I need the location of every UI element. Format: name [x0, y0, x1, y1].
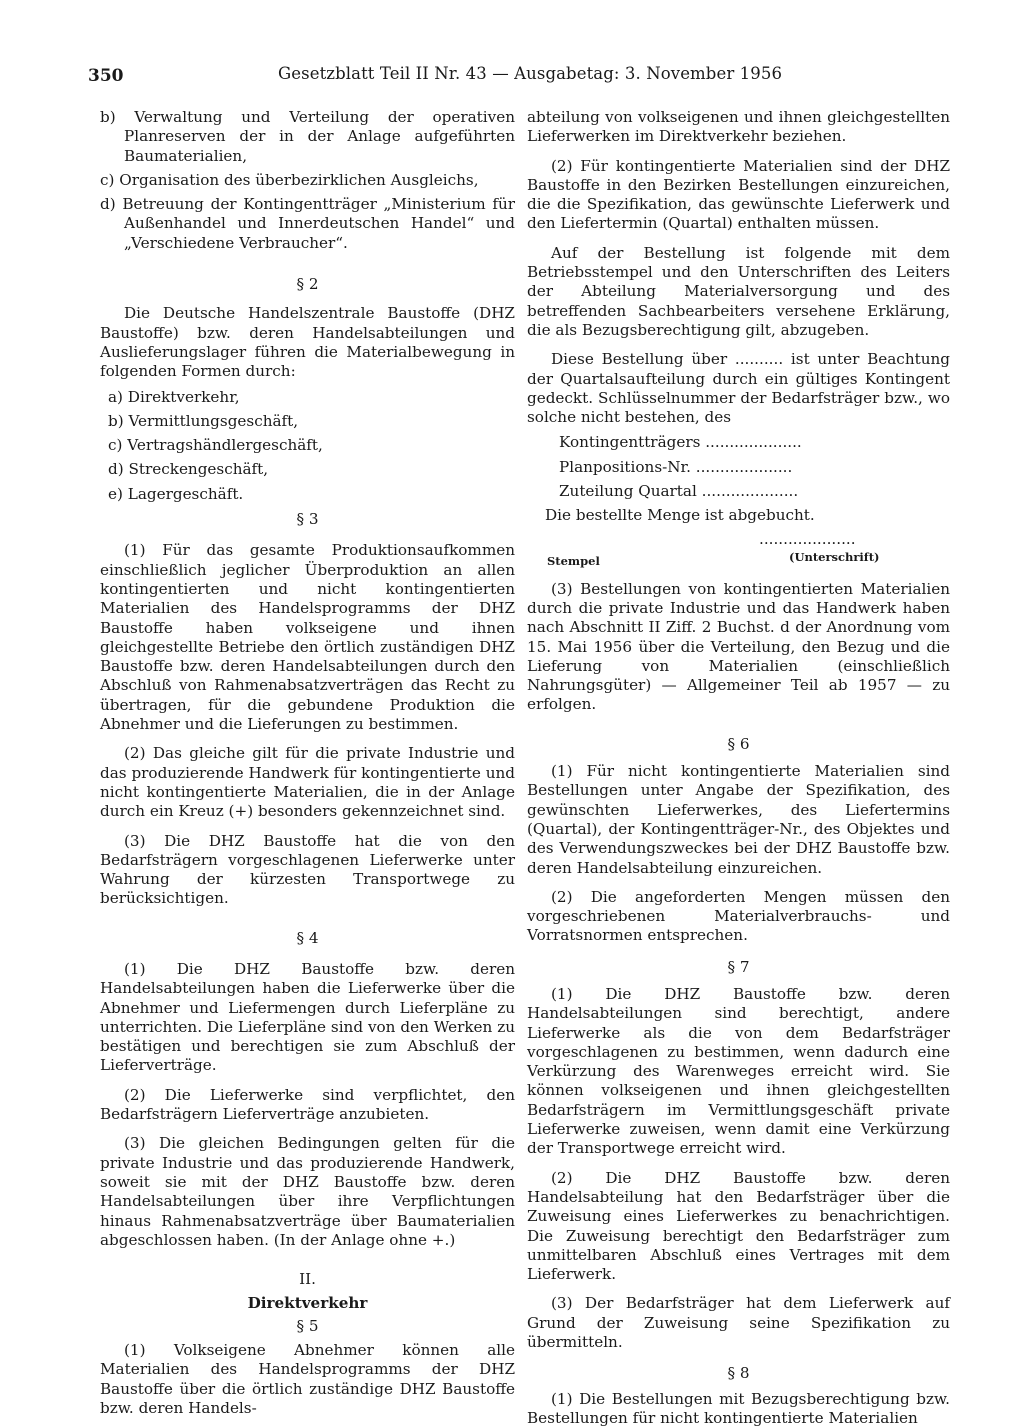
paragraph: (3) Bestellungen von kontingentierten Materialien durch die private Industrie und das Handwerk haben nach Abschnitt II Ziff. 2 Buchst. d der Anordnung vom 15. Mai 1956 über die Verteilung, den Bezug und die Lieferung von Materialien (einschließlich Nahrungsgüter) — Allgemeiner Teil ab 1957 — zu erfolgen. [527, 579, 950, 714]
list-item: a) Direktverkehr, [108, 387, 240, 406]
section-heading: § 2 [296, 275, 319, 294]
section-heading: § 3 [296, 510, 319, 529]
paragraph: (1) Die DHZ Baustoffe bzw. deren Handelsabteilungen sind berechtigt, andere Lieferwerke als die von dem Bedarfsträger vorgeschlagenen zu bestimmen, wenn dadurch eine Verkürzung des Warenweges erreicht wird. Sie können volkseigenen und ihnen gleichgestellten Bedarfsträgern im Vermittlungsgeschäft private Lieferwerke zuweisen, wenn damit eine Verkürzung der Transportwege erreicht wird. [527, 984, 950, 1158]
form-line-kontingenttraeger: Kontingentträgers .................... [559, 433, 802, 452]
running-title: Gesetzblatt Teil II Nr. 43 — Ausgabetag: 3. November 1956 [278, 64, 783, 83]
paragraph: abteilung von volkseigenen und ihnen gleichgestellten Lieferwerken im Direktverkehr beziehen. [527, 108, 950, 146]
list-item: c) Vertragshändlergeschäft, [108, 436, 323, 455]
booked-statement: Die bestellte Menge ist abgebucht. [545, 506, 815, 525]
signature-block [527, 526, 950, 572]
section-heading: § 6 [727, 734, 750, 753]
list-item: d) Streckengeschäft, [108, 460, 269, 479]
declaration-text: Diese Bestellung über .......... ist unter Beachtung der Quartalsaufteilung durch ein gültiges Kontingent gedeckt. Schlüsselnummer der Bedarfsträger bzw., wo solche nicht bestehen, des [527, 350, 950, 427]
paragraph: (1) Volkseigene Abnehmer können alle Materialien des Handelsprogramms der DHZ Baustoffe über die örtlich zuständige DHZ Baustoffe bzw. deren Handels- [100, 1341, 515, 1417]
part-heading: II. [299, 1270, 316, 1289]
form-line-planposition: Planpositions-Nr. .................... [559, 457, 793, 476]
paragraph: (3) Die DHZ Baustoffe hat die von den Bedarfsträgern vorgeschlagenen Lieferwerke unter Wahrung der kürzesten Transportwege zu berücksichtigen. [100, 831, 515, 908]
signature-dots: .................... [759, 529, 856, 548]
stamp-label: Stempel [547, 553, 600, 568]
page-number: 350 [88, 66, 124, 86]
left-column [100, 108, 515, 1418]
part-title: Direktverkehr [247, 1294, 368, 1313]
section-heading: § 5 [296, 1316, 319, 1335]
section-heading: § 4 [296, 928, 319, 947]
paragraph: (2) Die Lieferwerke sind verpflichtet, den Bedarfsträgern Lieferverträge anzubieten. [100, 1085, 515, 1124]
paragraph: (1) Für das gesamte Produktionsaufkommen einschließlich jeglicher Überproduktion an allen kontingentierten und nicht kontingentierten Materialien des Handelsprogramms der DHZ Baustoffe haben volkseigene und ihnen gleichgestellte Betriebe den örtlich zuständigen DHZ Baustoffe bzw. deren Handelsabteilungen durch den Abschluß von Rahmenabsatzverträgen das Recht zu übertragen, für die gebundene Produktion die Abnehmer und die Lieferungen zu bestimmen. [100, 541, 515, 734]
paragraph: (2) Für kontingentierte Materialien sind der DHZ Baustoffe in den Bezirken Bestellungen einzureichen, die die Spezifikation, das gewünschte Lieferwerk und den Liefertermin (Quartal) enthalten müssen. [527, 156, 950, 233]
paragraph: (2) Das gleiche gilt für die private Industrie und das produzierende Handwerk für kontingentierte und nicht kontingentierte Materialien, die in der Anlage durch ein Kreuz (+) besonders gekennzeichnet sind. [100, 744, 515, 821]
list-item: b) Verwaltung und Verteilung der operativen Planreserven der in der Anlage aufgeführten Baumaterialien, [100, 108, 515, 165]
right-column [527, 108, 950, 1428]
form-line-zuteilung: Zuteilung Quartal .................... [559, 482, 799, 501]
paragraph: (2) Die DHZ Baustoffe bzw. deren Handelsabteilung hat den Bedarfsträger über die Zuweisung eines Lieferwerkes zu benachrichtigen. Die Zuweisung berechtigt den Bedarfsträger zum unmittelbaren Abschluß eines Vertrages mit dem Lieferwerk. [527, 1168, 950, 1284]
list-item: d) Betreuung der Kontingentträger „Ministerium für Außenhandel und Innerdeutschen Handel“ und „Verschiedene Verbraucher“. [100, 195, 515, 252]
paragraph: (2) Die angeforderten Mengen müssen den vorgeschriebenen Materialverbrauchs- und Vorratsnormen entsprechen. [527, 887, 950, 945]
paragraph: (1) Die Bestellungen mit Bezugsberechtigung bzw. Bestellungen für nicht kontingentierte Materialien [527, 1389, 950, 1427]
paragraph: (3) Die gleichen Bedingungen gelten für die private Industrie und das produzierende Handwerk, soweit sie mit der DHZ Baustoffe bzw. deren Handelsabteilungen über ihre Verpflichtungen hinaus Rahmenabsatzverträge über Baumaterialien abgeschlossen haben. (In der Anlage ohne +.) [100, 1134, 515, 1249]
list-item: c) Organisation des überbezirklichen Ausgleichs, [100, 170, 479, 189]
paragraph: (1) Für nicht kontingentierte Materialien sind Bestellungen unter Angabe der Spezifikation, des gewünschten Lieferwerkes, des Liefertermins (Quartal), der Kontingentträger-Nr., des Objektes und des Verwendungszweckes bei der DHZ Baustoffe bzw. deren Handelsabteilung einzureichen. [527, 762, 950, 877]
signature-label: (Unterschrift) [789, 549, 880, 564]
paragraph: (1) Die DHZ Baustoffe bzw. deren Handelsabteilungen haben die Lieferwerke über die Abnehmer und Liefermengen durch Lieferpläne zu unterrichten. Die Lieferpläne sind von den Werken zu bestätigen und berechtigen sie zum Abschluß der Lieferverträge. [100, 959, 515, 1075]
paragraph: Auf der Bestellung ist folgende mit dem Betriebsstempel und den Unterschriften des Leiters der Abteilung Materialversorgung und des betreffenden Sachbearbeiters versehene Erklärung, die als Bezugsberechtigung gilt, abzugeben. [527, 243, 950, 339]
list-item: b) Vermittlungsgeschäft, [108, 411, 299, 430]
paragraph: (3) Der Bedarfsträger hat dem Lieferwerk auf Grund der Zuweisung seine Spezifikation zu übermitteln. [527, 1294, 950, 1352]
list-item: e) Lagergeschäft. [108, 484, 244, 503]
paragraph: Die Deutsche Handelszentrale Baustoffe (DHZ Baustoffe) bzw. deren Handelsabteilungen und Auslieferungslager führen die Materialbewegung in folgenden Formen durch: [100, 304, 515, 381]
section-heading: § 8 [727, 1364, 750, 1383]
section-heading: § 7 [727, 957, 750, 976]
